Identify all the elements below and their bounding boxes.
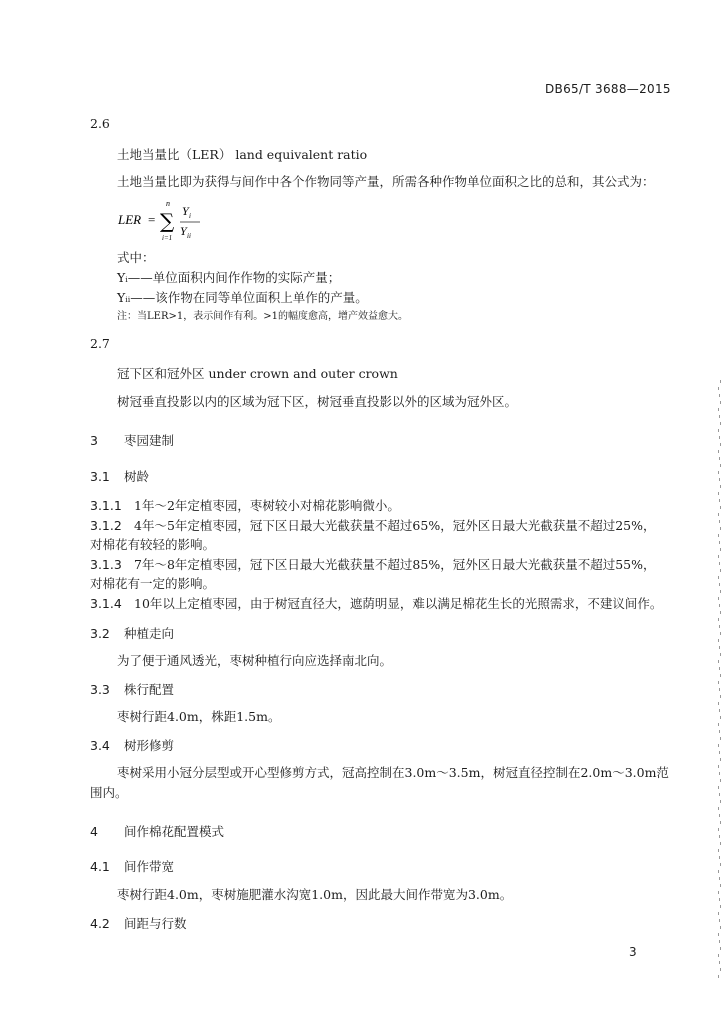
scan-mark <box>720 758 721 761</box>
scan-mark <box>720 968 721 971</box>
scan-mark <box>720 905 721 908</box>
scan-mark <box>720 380 721 383</box>
scan-mark <box>718 618 719 621</box>
clause-3-2-number: 3.2 <box>90 626 110 641</box>
scan-mark <box>720 611 721 614</box>
scan-mark <box>718 975 719 978</box>
scan-mark <box>720 569 721 572</box>
scan-mark <box>718 744 719 747</box>
item-number: 3.1.2 <box>90 518 122 533</box>
scan-mark <box>718 534 719 537</box>
item-number: 3.1.1 <box>90 498 122 513</box>
crown-definition: 树冠垂直投影以内的区域为冠下区，树冠垂直投影以外的区域为冠外区。 <box>117 394 518 409</box>
scan-mark <box>720 590 721 593</box>
scan-mark <box>718 387 719 390</box>
clause-4-2-title: 间距与行数 <box>124 916 187 931</box>
scan-mark <box>720 653 721 656</box>
scan-mark <box>720 842 721 845</box>
scan-mark <box>720 674 721 677</box>
scan-mark <box>718 933 719 936</box>
scan-mark <box>720 821 721 824</box>
ler-formula-svg <box>118 198 228 242</box>
scan-mark <box>719 877 720 880</box>
section-4-title: 间作棉花配置模式 <box>124 824 225 839</box>
ler-formula <box>118 198 228 242</box>
item-text: 10年以上定植枣园，由于树冠直径大，遮荫明显，难以满足棉花生长的光照需求，不建议间作。 <box>134 596 663 611</box>
scan-mark <box>719 604 720 607</box>
scan-mark <box>719 688 720 691</box>
scan-mark <box>718 660 719 663</box>
term-cn: 土地当量比（LER） <box>117 147 232 162</box>
item-text: 1年～2年定植枣园，枣树较小对棉花影响微小。 <box>134 498 400 513</box>
scan-mark <box>719 457 720 460</box>
scan-edge-artifacts <box>718 0 724 1024</box>
scan-mark <box>718 807 719 810</box>
formula-denominator-sub: ii <box>187 232 191 240</box>
clause-3-1-number: 3.1 <box>90 469 110 484</box>
scan-mark <box>719 772 720 775</box>
scan-mark <box>719 835 720 838</box>
scan-mark <box>720 695 721 698</box>
scan-mark <box>720 506 721 509</box>
clause-3-2-title: 种植走向 <box>124 626 175 641</box>
scan-mark <box>718 408 719 411</box>
clause-3-3-text: 枣树行距4.0m，株距1.5m。 <box>117 709 281 724</box>
scan-mark <box>719 520 720 523</box>
clause-4-1-text: 枣树行距4.0m，枣树施肥灌水沟宽1.0m，因此最大间作带宽为3.0m。 <box>117 887 513 902</box>
where-label: 式中： <box>117 250 155 265</box>
formula-sigma: ∑ <box>160 209 175 233</box>
scan-mark <box>720 527 721 530</box>
clause-4-1-title: 间作带宽 <box>124 859 175 874</box>
scan-mark <box>719 667 720 670</box>
item-3-1-2 <box>90 516 655 534</box>
clause-3-2-text: 为了便于通风透光，枣树种植行向应选择南北向。 <box>117 653 393 668</box>
standard-code: DB65/T 3688—2015 <box>545 82 671 96</box>
clause-3-4-title: 树形修剪 <box>124 738 175 753</box>
variable-yii: Yᵢᵢ——该作物在同等单位面积上单作的产量。 <box>117 290 368 305</box>
scan-mark <box>718 765 719 768</box>
formula-sum-bottom: i=1 <box>162 234 173 242</box>
clause-3-4-cont: 围内。 <box>90 785 128 800</box>
clause-number-2-7: 2.7 <box>90 336 110 351</box>
scan-mark <box>719 709 720 712</box>
scan-mark <box>719 646 720 649</box>
clause-3-4-number: 3.4 <box>90 738 110 753</box>
scan-mark <box>720 464 721 467</box>
formula-lhs: LER <box>118 212 142 227</box>
scan-mark <box>718 786 719 789</box>
formula-numerator: Y <box>182 204 189 218</box>
clause-3-1-title: 树龄 <box>124 469 150 484</box>
clause-3-4-heading <box>90 736 174 754</box>
formula-denominator: Y <box>180 224 187 238</box>
scan-mark <box>720 884 721 887</box>
formula-numerator-sub: i <box>189 212 191 220</box>
scan-mark <box>718 723 719 726</box>
scan-mark <box>720 443 721 446</box>
clause-number-2-6: 2.6 <box>90 116 110 131</box>
clause-4-1-number: 4.1 <box>90 859 110 874</box>
scan-mark <box>719 730 720 733</box>
scan-mark <box>719 394 720 397</box>
scan-mark <box>720 737 721 740</box>
scan-mark <box>718 471 719 474</box>
scan-mark <box>718 681 719 684</box>
item-3-1-1 <box>90 496 400 514</box>
section-3-heading <box>90 431 174 449</box>
scan-mark <box>718 954 719 957</box>
term-en: land equivalent ratio <box>235 147 368 162</box>
scan-mark <box>718 450 719 453</box>
clause-3-1-heading <box>90 467 149 485</box>
scan-mark <box>718 870 719 873</box>
term-heading-ler <box>117 145 367 163</box>
clause-4-2-heading <box>90 914 187 932</box>
scan-mark <box>720 800 721 803</box>
scan-mark <box>720 926 721 929</box>
scan-mark <box>719 583 720 586</box>
scan-mark <box>718 513 719 516</box>
scan-mark <box>719 898 720 901</box>
clause-3-3-title: 株行配置 <box>124 682 175 697</box>
scan-mark <box>719 919 720 922</box>
page-number: 3 <box>629 945 637 959</box>
scan-mark <box>718 639 719 642</box>
section-4-number: 4 <box>90 824 98 839</box>
scan-mark <box>718 702 719 705</box>
scan-mark <box>718 576 719 579</box>
scan-mark <box>718 492 719 495</box>
scan-mark <box>720 548 721 551</box>
scan-mark <box>719 856 720 859</box>
formula-sum-top: n <box>166 199 170 208</box>
scan-mark <box>719 751 720 754</box>
section-3-number: 3 <box>90 433 98 448</box>
clause-4-2-number: 4.2 <box>90 916 110 931</box>
scan-mark <box>720 632 721 635</box>
scan-mark <box>719 625 720 628</box>
clause-3-2-heading <box>90 624 174 642</box>
ler-definition: 土地当量比即为获得与间作中各个作物同等产量，所需各种作物单位面积之比的总和，其公式为： <box>117 174 655 189</box>
scan-mark <box>719 478 720 481</box>
item-3-1-2-cont: 对棉花有较轻的影响。 <box>90 537 216 552</box>
scan-mark <box>720 401 721 404</box>
scan-mark <box>719 793 720 796</box>
ler-note: 注：当LER>1，表示间作有利。>1的幅度愈高，增产效益愈大。 <box>117 311 408 322</box>
scan-mark <box>720 863 721 866</box>
scan-mark <box>718 828 719 831</box>
scan-mark <box>719 415 720 418</box>
item-number: 3.1.4 <box>90 596 122 611</box>
item-3-1-4 <box>90 594 662 612</box>
clause-3-4-text: 枣树采用小冠分层型或开心型修剪方式，冠高控制在3.0m～3.5m，树冠直径控制在2.0m～3.0m范 <box>117 765 669 780</box>
scan-mark <box>720 779 721 782</box>
scan-mark <box>718 429 719 432</box>
scan-mark <box>720 947 721 950</box>
section-3-title: 枣园建制 <box>124 433 175 448</box>
scan-mark <box>718 597 719 600</box>
scan-mark <box>720 716 721 719</box>
clause-3-3-number: 3.3 <box>90 682 110 697</box>
item-3-1-3-cont: 对棉花有一定的影响。 <box>90 576 216 591</box>
item-text: 7年～8年定植枣园，冠下区日最大光截获量不超过85%，冠外区日最大光截获量不超过55%， <box>134 557 656 572</box>
scan-mark <box>719 499 720 502</box>
scan-mark <box>718 849 719 852</box>
item-number: 3.1.3 <box>90 557 122 572</box>
scan-mark <box>719 541 720 544</box>
item-3-1-3 <box>90 555 655 573</box>
term-heading-crown: 冠下区和冠外区 under crown and outer crown <box>117 366 398 381</box>
clause-3-3-heading <box>90 680 174 698</box>
scan-mark <box>719 436 720 439</box>
scan-mark <box>720 422 721 425</box>
item-text: 4年～5年定植枣园，冠下区日最大光截获量不超过65%，冠外区日最大光截获量不超过25%， <box>134 518 656 533</box>
scan-mark <box>718 891 719 894</box>
scan-mark <box>719 961 720 964</box>
scan-mark <box>719 814 720 817</box>
variable-yi: Yᵢ——单位面积内间作作物的实际产量； <box>117 270 341 285</box>
scan-mark <box>719 562 720 565</box>
scan-mark <box>720 485 721 488</box>
formula-equals: = <box>148 212 156 227</box>
scan-mark <box>719 940 720 943</box>
section-4-heading <box>90 822 224 840</box>
scan-mark <box>718 912 719 915</box>
clause-4-1-heading <box>90 857 174 875</box>
scan-mark <box>718 555 719 558</box>
